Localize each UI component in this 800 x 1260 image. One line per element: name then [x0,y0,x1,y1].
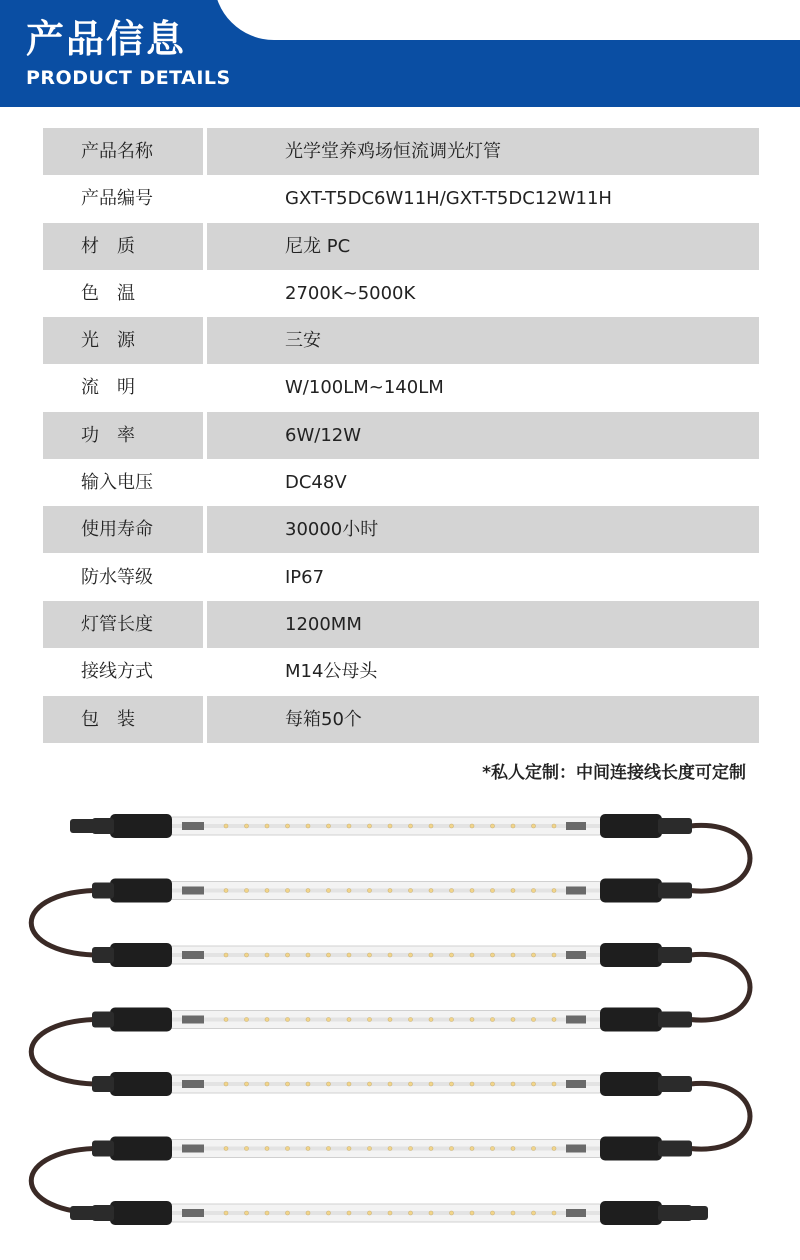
led-chip [347,889,351,893]
led-chip [347,1211,351,1215]
led-chip [245,889,249,893]
spec-label: 输入电压 [81,472,153,494]
spec-label: 流 明 [81,377,135,399]
led-chip [532,1018,536,1022]
right-connector [600,879,662,903]
led-chip [245,1211,249,1215]
driver-component [566,1145,586,1153]
left-connector [110,943,172,967]
led-chip [450,1211,454,1215]
led-chip [470,953,474,957]
led-chip [245,1147,249,1151]
led-chip [470,824,474,828]
right-connector [600,1201,662,1225]
led-chip [552,1211,556,1215]
led-chip [491,1147,495,1151]
driver-component [182,1209,204,1217]
right-connector [600,1072,662,1096]
spec-value: M14公母头 [285,661,378,683]
led-chip [368,889,372,893]
driver-component [182,1080,204,1088]
spec-value: 2700K~5000K [285,282,416,304]
led-chip [368,1018,372,1022]
led-chip [552,889,556,893]
led-chip [388,953,392,957]
led-chip [265,824,269,828]
led-chip [552,1082,556,1086]
led-strip [170,1147,602,1151]
led-chip [552,1018,556,1022]
spec-row [43,175,759,222]
led-chip [532,1211,536,1215]
spec-row [43,412,759,459]
spec-row [43,696,759,743]
right-connector-nut [658,883,692,899]
right-connector-nut [658,1012,692,1028]
driver-component [182,887,204,895]
spec-label: 产品编号 [81,188,153,210]
led-chip [388,1211,392,1215]
driver-component [182,1145,204,1153]
led-chip [286,953,290,957]
led-chip [265,1211,269,1215]
right-connector [600,814,662,838]
led-chip [409,1147,413,1151]
led-chip [409,824,413,828]
led-chip [265,889,269,893]
led-chip [306,1211,310,1215]
led-chip [306,1018,310,1022]
led-chip [245,953,249,957]
led-chip [409,953,413,957]
led-chip [224,1211,228,1215]
spec-value: 尼龙 PC [207,223,759,270]
led-chip [327,889,331,893]
led-chip [491,889,495,893]
driver-component [566,951,586,959]
led-chip [286,1082,290,1086]
left-connector-nut [92,1012,114,1028]
led-chip [429,889,433,893]
led-chip [552,1147,556,1151]
led-strip [170,1018,602,1022]
led-chip [224,1082,228,1086]
led-chip [286,824,290,828]
right-connector-nut [658,818,692,834]
led-strip [170,889,602,893]
spec-row [43,317,759,364]
custom-note: *私人定制：中间连接线长度可定制 [482,763,746,783]
spec-row [43,648,759,695]
led-chip [491,1082,495,1086]
led-chip [388,1018,392,1022]
led-chip [368,824,372,828]
spec-row [43,128,759,175]
header-white-curve [214,0,800,40]
led-chip [470,1147,474,1151]
led-chip [450,1147,454,1151]
led-chip [347,1018,351,1022]
led-chip [327,1147,331,1151]
led-chip [265,1147,269,1151]
led-chip [265,953,269,957]
right-connector-nut [658,1076,692,1092]
spec-value: 光学堂养鸡场恒流调光灯管 [207,128,759,175]
led-chip [470,889,474,893]
led-chip [265,1082,269,1086]
left-connector-nut [92,1141,114,1157]
left-connector [110,1201,172,1225]
right-connector [600,1137,662,1161]
led-chip [409,1082,413,1086]
led-chip [286,889,290,893]
led-chip [429,1147,433,1151]
spec-row [43,601,759,648]
spec-label: 包 装 [43,696,203,743]
led-chip [306,824,310,828]
section-title: 产品信息 [26,17,187,61]
connection-cable [690,825,750,891]
led-chip [429,824,433,828]
spec-label: 功 率 [43,412,203,459]
led-chip [491,1018,495,1022]
led-strip [170,1082,602,1086]
left-connector [110,1008,172,1032]
led-chip [286,1211,290,1215]
led-chip [368,1211,372,1215]
spec-row [43,506,759,553]
led-chip [511,1147,515,1151]
led-chip [552,824,556,828]
led-chip [388,824,392,828]
spec-value: W/100LM~140LM [285,377,444,399]
connection-cable [31,890,110,955]
spec-label: 材 质 [43,223,203,270]
led-chip [327,1082,331,1086]
left-connector [110,1072,172,1096]
led-chip [224,889,228,893]
led-chip [306,1147,310,1151]
spec-value: 30000小时 [207,506,759,553]
driver-component [566,822,586,830]
led-chip [224,1147,228,1151]
end-cap [70,1206,96,1220]
led-chip [306,1082,310,1086]
led-chip [532,824,536,828]
led-chip [429,1018,433,1022]
led-chip [265,1018,269,1022]
led-chip [409,1211,413,1215]
led-chip [511,1018,515,1022]
connection-cable [690,954,750,1020]
led-strip [170,1211,602,1215]
led-chip [306,889,310,893]
led-strip [170,953,602,957]
led-chip [327,953,331,957]
driver-component [566,1080,586,1088]
driver-component [566,887,586,895]
led-tube-chain-image [0,790,800,1240]
led-chip [532,1082,536,1086]
spec-label: 防水等级 [81,566,153,588]
led-chip [245,824,249,828]
driver-component [182,1016,204,1024]
spec-label: 使用寿命 [43,506,203,553]
led-chip [347,1147,351,1151]
spec-row [43,270,759,317]
end-cap [70,819,96,833]
header-banner [0,0,800,107]
led-chip [470,1211,474,1215]
driver-component [566,1209,586,1217]
right-connector [600,1008,662,1032]
led-chip [532,889,536,893]
led-chip [306,953,310,957]
spec-value: 三安 [207,317,759,364]
left-connector-nut [92,883,114,899]
led-chip [532,1147,536,1151]
led-chip [245,1082,249,1086]
led-chip [450,1018,454,1022]
driver-component [182,822,204,830]
led-chip [450,824,454,828]
led-chip [327,1211,331,1215]
spec-value: 每箱50个 [207,696,759,743]
led-chip [388,1147,392,1151]
spec-label: 接线方式 [81,661,153,683]
led-chip [224,1018,228,1022]
led-chip [286,1018,290,1022]
right-connector [600,943,662,967]
led-chip [327,1018,331,1022]
led-chip [552,953,556,957]
led-chip [327,824,331,828]
left-connector [110,1137,172,1161]
left-connector-nut [92,1076,114,1092]
led-chip [511,824,515,828]
spec-value: 6W/12W [207,412,759,459]
led-chip [429,953,433,957]
led-chip [429,1082,433,1086]
led-chip [511,889,515,893]
led-strip [170,824,602,828]
led-chip [286,1147,290,1151]
led-chip [491,1211,495,1215]
led-chip [224,824,228,828]
spec-row [43,554,759,601]
led-chip [368,953,372,957]
led-chip [511,1211,515,1215]
led-chip [491,953,495,957]
spec-value: IP67 [285,566,325,588]
right-connector-nut [658,1205,692,1221]
led-chip [245,1018,249,1022]
led-chip [347,953,351,957]
led-chip [532,953,536,957]
spec-row [43,223,759,270]
led-chip [470,1082,474,1086]
spec-label: 产品名称 [43,128,203,175]
led-chip [409,1018,413,1022]
spec-label: 灯管长度 [43,601,203,648]
right-connector-nut [658,1141,692,1157]
connection-cable [690,1083,750,1149]
spec-row [43,459,759,506]
led-chip [368,1082,372,1086]
driver-component [566,1016,586,1024]
led-chip [429,1211,433,1215]
led-chip [450,953,454,957]
led-chip [224,953,228,957]
led-chip [347,1082,351,1086]
left-connector [110,814,172,838]
spec-value: GXT-T5DC6W11H/GXT-T5DC12W11H [285,188,612,210]
led-chip [470,1018,474,1022]
spec-label: 光 源 [43,317,203,364]
spec-label: 色 温 [81,282,135,304]
led-chip [388,1082,392,1086]
end-cap [688,1206,708,1220]
led-chip [491,824,495,828]
led-chip [511,953,515,957]
left-connector [110,879,172,903]
spec-row [43,364,759,411]
led-chip [511,1082,515,1086]
connection-cable [31,1148,110,1213]
driver-component [182,951,204,959]
led-chip [368,1147,372,1151]
connection-cable [31,1019,110,1084]
left-connector-nut [92,947,114,963]
led-chip [450,1082,454,1086]
led-chip [450,889,454,893]
section-subtitle: PRODUCT DETAILS [26,67,231,89]
led-chip [388,889,392,893]
spec-table [43,128,759,743]
spec-value: 1200MM [207,601,759,648]
led-chip [347,824,351,828]
led-chip [409,889,413,893]
spec-value: DC48V [285,472,347,494]
right-connector-nut [658,947,692,963]
